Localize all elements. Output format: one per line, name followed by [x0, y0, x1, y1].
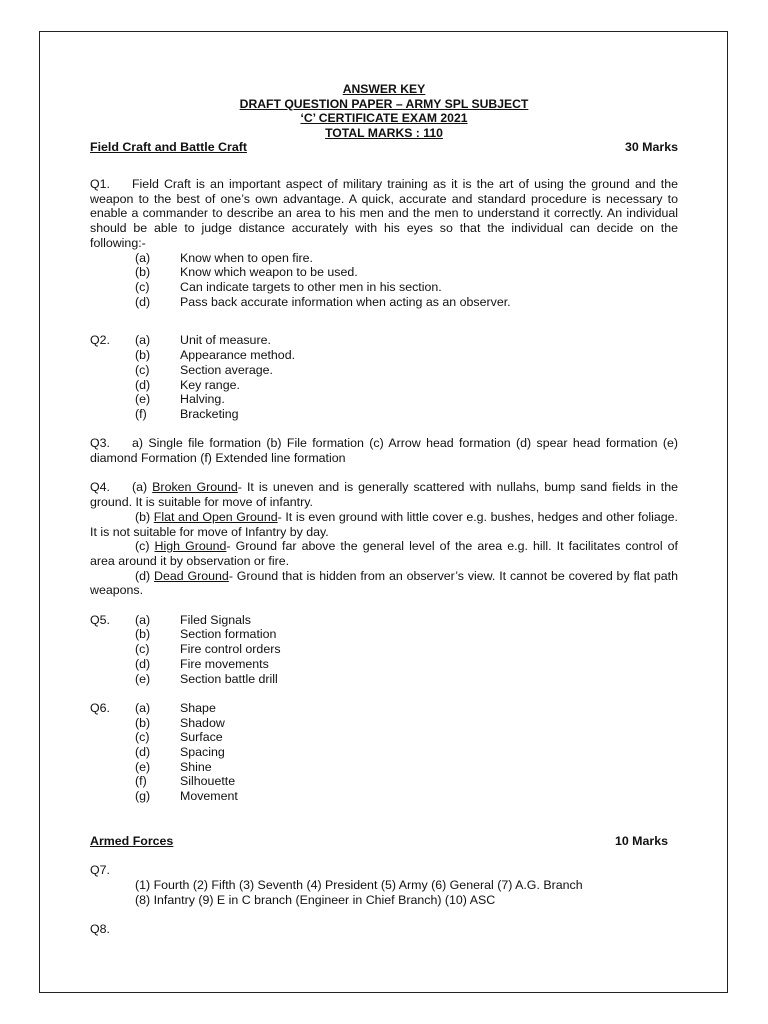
- document-body: [90, 82, 678, 937]
- header-exam: ‘C’ CERTIFICATE EXAM 2021: [300, 111, 468, 126]
- question-4: [90, 480, 678, 598]
- question-1-text: [90, 177, 678, 251]
- header-title: ANSWER KEY: [342, 82, 426, 96]
- list-item: (g) Movement: [135, 789, 238, 804]
- question-5: [90, 613, 678, 687]
- section-marks: 30 Marks: [624, 140, 678, 155]
- question-1-options: [90, 251, 678, 310]
- list-item: (d) Spacing: [135, 745, 225, 760]
- question-7-line-1: (1) Fourth (2) Fifth (3) Seventh (4) President (5) Army (6) General (7) A.G. Branch: [135, 877, 583, 892]
- question-8-number: Q8.: [90, 922, 110, 937]
- section-title: Armed Forces: [90, 833, 174, 848]
- question-3-text: Q3. a) Single file formation (b) File formation (c) Arrow head formation (d) spear head formation (e) diamond Formation (f) Extended line formation: [90, 436, 678, 466]
- question-4-b: (b) Flat and Open Ground- It is even ground with little cover e.g. bushes, hedges and other foliage. It is not suitable for move of Infantry by day.: [90, 509, 678, 539]
- list-item: (d) Key range.: [135, 377, 240, 392]
- list-item: (d) Fire movements: [135, 656, 269, 671]
- list-item: Q6. (a) Shape: [90, 700, 216, 715]
- question-number: Q1.: [90, 177, 110, 192]
- question-2: [90, 333, 678, 421]
- section-heading-armed-forces: [90, 834, 678, 849]
- list-item: (c) Fire control orders: [135, 642, 281, 657]
- question-6: [90, 701, 678, 804]
- list-item: (f) Silhouette: [135, 774, 236, 789]
- header-subtitle: DRAFT QUESTION PAPER – ARMY SPL SUBJECT: [239, 96, 529, 111]
- section-heading-fieldcraft: [90, 140, 678, 155]
- list-item: (e) Shine: [135, 759, 212, 774]
- question-7: [90, 863, 678, 907]
- list-item: (c) Surface: [135, 730, 223, 745]
- list-item: (d) Pass back accurate information when acting as an observer.: [135, 294, 511, 309]
- question-body: Field Craft is an important aspect of military training as it is the art of using the ground and the weapon to the best of one’s own advantage. A quick, accurate and standard procedure is necessary to enable a commander to describe an area to his men and the men to understand it correctly. An individual should be able to judge distance accurately with his eyes so that the individual can decide on the following:-: [90, 177, 678, 250]
- question-4-c: (c) High Ground- Ground far above the general level of the area e.g. hill. It facilitates control of area around it by observation or fire.: [90, 539, 678, 568]
- question-7-line-2: (8) Infantry (9) E in C branch (Engineer in Chief Branch) (10) ASC: [135, 892, 496, 907]
- list-item: Q5. (a) Filed Signals: [90, 612, 251, 627]
- list-item: (e) Halving.: [135, 392, 225, 407]
- list-item: (c) Section average.: [135, 362, 273, 377]
- question-number: Q7.: [90, 863, 110, 878]
- list-item: (a) Know when to open fire.: [135, 250, 313, 265]
- list-item: (b) Know which weapon to be used.: [135, 265, 358, 280]
- list-item: (b) Shadow: [135, 715, 225, 730]
- list-item: (c) Can indicate targets to other men in his section.: [135, 280, 442, 294]
- list-item: (b) Appearance method.: [135, 348, 296, 363]
- section-title: Field Craft and Battle Craft: [90, 140, 247, 155]
- list-item: Q2. (a) Unit of measure.: [90, 333, 271, 348]
- header-total-marks: TOTAL MARKS : 110: [325, 125, 443, 140]
- question-4-d: (d) Dead Ground- Ground that is hidden from an observer’s view. It cannot be covered by flat path weapons.: [90, 568, 678, 598]
- list-item: (b) Section formation: [135, 627, 277, 642]
- list-item: (f) Bracketing: [135, 406, 239, 421]
- section-marks: 10 Marks: [614, 833, 668, 848]
- list-item: (e) Section battle drill: [135, 671, 278, 686]
- question-4-a: Q4. (a) Broken Ground- It is uneven and is generally scattered with nullahs, bump sand fields in the ground. It is suitable for move of infantry.: [90, 480, 679, 510]
